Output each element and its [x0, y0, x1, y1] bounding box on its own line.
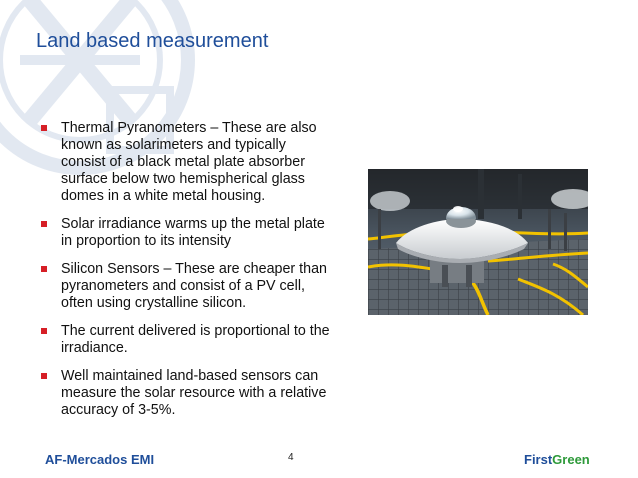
bullet-item [40, 261, 330, 312]
bullet-text: Solar irradiance warms up the metal plate in proportion to its intensity [61, 216, 325, 249]
brand-first: First [524, 452, 553, 467]
brand-green: Green [552, 452, 590, 467]
bullet-text: Well maintained land-based sensors can measure the solar resource with a relative accuracy of 3-5%. [61, 368, 327, 418]
brand-logo-text [524, 452, 590, 467]
bullet-item [40, 216, 330, 250]
pyranometer-photo [368, 169, 588, 315]
page-number: 4 [288, 452, 294, 463]
bullet-text: Thermal Pyranometers – These are also known as solarimeters and typically consist of a black metal plate absorber surface below two hemispherical glass domes in a white metal housing. [61, 120, 317, 204]
bullet-item [40, 323, 330, 357]
company-name: AF-Mercados EMI [45, 452, 155, 467]
bullet-icon [41, 373, 47, 379]
bullet-item [40, 120, 330, 205]
bullet-text: Silicon Sensors – These are cheaper than pyranometers and consist of a PV cell, often using crystalline silicon. [61, 261, 327, 311]
bullet-icon [41, 221, 47, 227]
bullet-text: The current delivered is proportional to the irradiance. [61, 323, 330, 356]
bullet-icon [41, 328, 47, 334]
bullet-list [40, 120, 330, 430]
slide-title: Land based measurement [36, 30, 269, 52]
bullet-icon [41, 266, 47, 272]
bullet-item [40, 368, 330, 419]
bullet-icon [41, 125, 47, 131]
